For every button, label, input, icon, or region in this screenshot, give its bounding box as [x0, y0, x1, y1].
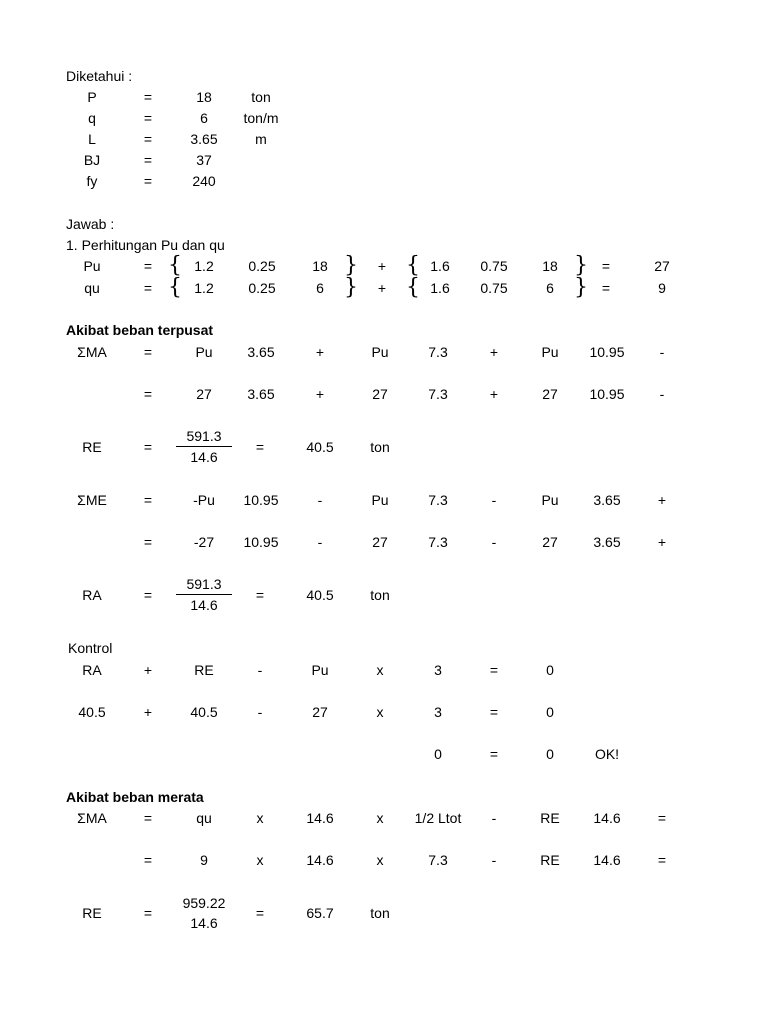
right-brace-icon: } — [574, 275, 588, 300]
cell: = — [143, 534, 153, 550]
left-brace-icon: { — [168, 275, 182, 300]
fraction-denominator: 14.6 — [176, 594, 232, 613]
cell: 1/2 Ltot — [414, 810, 462, 826]
cell: 10.95 — [589, 344, 625, 360]
cell: 0 — [546, 704, 554, 720]
cell: - — [317, 534, 323, 550]
cell: 14.6 — [593, 852, 621, 868]
cell: Pu — [371, 492, 389, 508]
cell: 9 — [200, 852, 208, 868]
cell: 10.95 — [243, 492, 279, 508]
given-unit: ton/m — [243, 110, 279, 126]
cell: = — [143, 810, 153, 826]
given-eq: = — [143, 131, 153, 147]
cell: 3.65 — [593, 492, 621, 508]
cell: - — [491, 852, 497, 868]
right-brace-icon: } — [344, 275, 358, 300]
cell: 14.6 — [306, 852, 334, 868]
cell: Pu — [541, 344, 559, 360]
cell: x — [376, 810, 384, 826]
ra-label: RA — [82, 587, 102, 603]
given-eq: = — [143, 173, 153, 189]
cell: RE — [194, 662, 214, 678]
cell: = — [143, 852, 153, 868]
sma-label: ΣMA — [77, 344, 107, 360]
cell: x — [256, 810, 264, 826]
given-symbol: BJ — [83, 152, 101, 168]
cell: + — [657, 492, 667, 508]
cell: 40.5 — [190, 704, 218, 720]
pu-coef: 0.75 — [480, 258, 508, 274]
cell: = — [143, 905, 153, 921]
sme-label: ΣME — [77, 492, 107, 508]
given-value: 240 — [192, 173, 216, 189]
given-symbol: P — [87, 89, 97, 105]
cell: 27 — [196, 386, 212, 402]
cell: + — [489, 386, 499, 402]
cell: qu — [196, 810, 212, 826]
re-value: 65.7 — [306, 905, 334, 921]
cell: 14.6 — [593, 810, 621, 826]
cell: 10.95 — [589, 386, 625, 402]
cell: Pu — [371, 344, 389, 360]
cell: 0 — [546, 662, 554, 678]
fraction-numerator: 591.3 — [186, 428, 222, 444]
cell: = — [143, 439, 153, 455]
cell: 27 — [372, 534, 388, 550]
cell: x — [376, 704, 384, 720]
cell: RE — [540, 852, 560, 868]
cell: + — [143, 704, 153, 720]
cell: 7.3 — [428, 386, 448, 402]
cell: 3.65 — [247, 386, 275, 402]
cell: 3.65 — [247, 344, 275, 360]
cell: Pu — [311, 662, 329, 678]
cell: = — [489, 746, 499, 762]
cell: + — [657, 534, 667, 550]
right-brace-icon: } — [574, 253, 588, 278]
fraction — [172, 895, 236, 931]
control-heading: Kontrol — [68, 640, 113, 656]
cell: 7.3 — [428, 344, 448, 360]
cell: + — [315, 386, 325, 402]
given-symbol: q — [88, 110, 96, 126]
cell: = — [255, 587, 265, 603]
answer-title: Jawab : — [66, 216, 115, 232]
pu-eq: = — [143, 258, 153, 274]
given-eq: = — [143, 89, 153, 105]
fraction-denominator: 14.6 — [190, 915, 218, 931]
cell: x — [376, 852, 384, 868]
left-brace-icon: { — [406, 275, 420, 300]
cell: = — [489, 662, 499, 678]
qu-load: 6 — [546, 280, 554, 296]
fraction-numerator: 591.3 — [186, 576, 222, 592]
qu-eq2: = — [601, 280, 611, 296]
given-symbol: L — [88, 131, 96, 147]
cell: 7.3 — [428, 534, 448, 550]
qu-factor: 1.2 — [194, 280, 214, 296]
pu-factor: 1.2 — [194, 258, 214, 274]
ok-status: OK! — [594, 746, 620, 762]
ra-value: 40.5 — [306, 587, 334, 603]
cell: + — [315, 344, 325, 360]
cell: 10.95 — [243, 534, 279, 550]
cell: = — [143, 587, 153, 603]
right-brace-icon: } — [344, 253, 358, 278]
cell: Pu — [195, 344, 213, 360]
pu-label: Pu — [83, 258, 101, 274]
re-value: 40.5 — [306, 439, 334, 455]
given-value: 3.65 — [190, 131, 218, 147]
cell: + — [143, 662, 153, 678]
cell: 0 — [434, 746, 442, 762]
pu-eq2: = — [601, 258, 611, 274]
cell: - — [257, 662, 263, 678]
cell: 14.6 — [306, 810, 334, 826]
cell: -Pu — [193, 492, 215, 508]
cell: - — [491, 534, 497, 550]
unit: ton — [370, 905, 390, 921]
pu-plus: + — [377, 258, 387, 274]
step-heading: 1. Perhitungan Pu dan qu — [66, 237, 225, 253]
cell: + — [489, 344, 499, 360]
cell: 3.65 — [593, 534, 621, 550]
qu-coef: 0.25 — [248, 280, 276, 296]
cell: x — [376, 662, 384, 678]
given-title: Diketahui : — [66, 68, 133, 84]
cell: x — [256, 852, 264, 868]
pu-result: 27 — [654, 258, 670, 274]
fraction — [176, 576, 232, 613]
unit: ton — [370, 587, 390, 603]
cell: = — [143, 386, 153, 402]
qu-coef: 0.75 — [480, 280, 508, 296]
left-brace-icon: { — [168, 253, 182, 278]
given-value: 37 — [196, 152, 212, 168]
cell: - — [257, 704, 263, 720]
cell: = — [489, 704, 499, 720]
cell: RE — [540, 810, 560, 826]
point-load-heading: Akibat beban terpusat — [66, 322, 214, 338]
cell: 27 — [372, 386, 388, 402]
pu-coef: 0.25 — [248, 258, 276, 274]
fraction — [176, 428, 232, 465]
given-value: 18 — [196, 89, 212, 105]
qu-eq: = — [143, 280, 153, 296]
sma-label: ΣMA — [77, 810, 107, 826]
given-eq: = — [143, 152, 153, 168]
cell: = — [255, 905, 265, 921]
cell: = — [255, 439, 265, 455]
given-unit: ton — [251, 89, 271, 105]
cell: 7.3 — [428, 852, 448, 868]
given-value: 6 — [200, 110, 208, 126]
re-label: RE — [82, 905, 102, 921]
fraction-numerator: 959.22 — [182, 895, 226, 911]
cell: = — [657, 852, 667, 868]
pu-load: 18 — [312, 258, 328, 274]
qu-plus: + — [377, 280, 387, 296]
cell: - — [491, 492, 497, 508]
given-eq: = — [143, 110, 153, 126]
cell: Pu — [541, 492, 559, 508]
cell: - — [659, 386, 665, 402]
qu-label: qu — [84, 280, 100, 296]
given-symbol: fy — [86, 173, 98, 189]
cell: = — [143, 492, 153, 508]
uniform-load-heading: Akibat beban merata — [66, 789, 204, 805]
qu-factor: 1.6 — [430, 280, 450, 296]
pu-load: 18 — [542, 258, 558, 274]
cell: 0 — [546, 746, 554, 762]
left-brace-icon: { — [406, 253, 420, 278]
unit: ton — [370, 439, 390, 455]
cell: 40.5 — [78, 704, 106, 720]
cell: 3 — [434, 662, 442, 678]
cell: = — [143, 344, 153, 360]
given-unit: m — [255, 131, 267, 147]
cell: - — [659, 344, 665, 360]
fraction-denominator: 14.6 — [176, 446, 232, 465]
cell: 3 — [434, 704, 442, 720]
cell: - — [491, 810, 497, 826]
pu-factor: 1.6 — [430, 258, 450, 274]
cell: 7.3 — [428, 492, 448, 508]
cell: -27 — [193, 534, 215, 550]
re-label: RE — [82, 439, 102, 455]
cell: - — [317, 492, 323, 508]
qu-load: 6 — [316, 280, 324, 296]
cell: 27 — [542, 386, 558, 402]
cell: 27 — [542, 534, 558, 550]
cell: = — [657, 810, 667, 826]
cell: 27 — [312, 704, 328, 720]
cell: RA — [82, 662, 102, 678]
qu-result: 9 — [658, 280, 666, 296]
